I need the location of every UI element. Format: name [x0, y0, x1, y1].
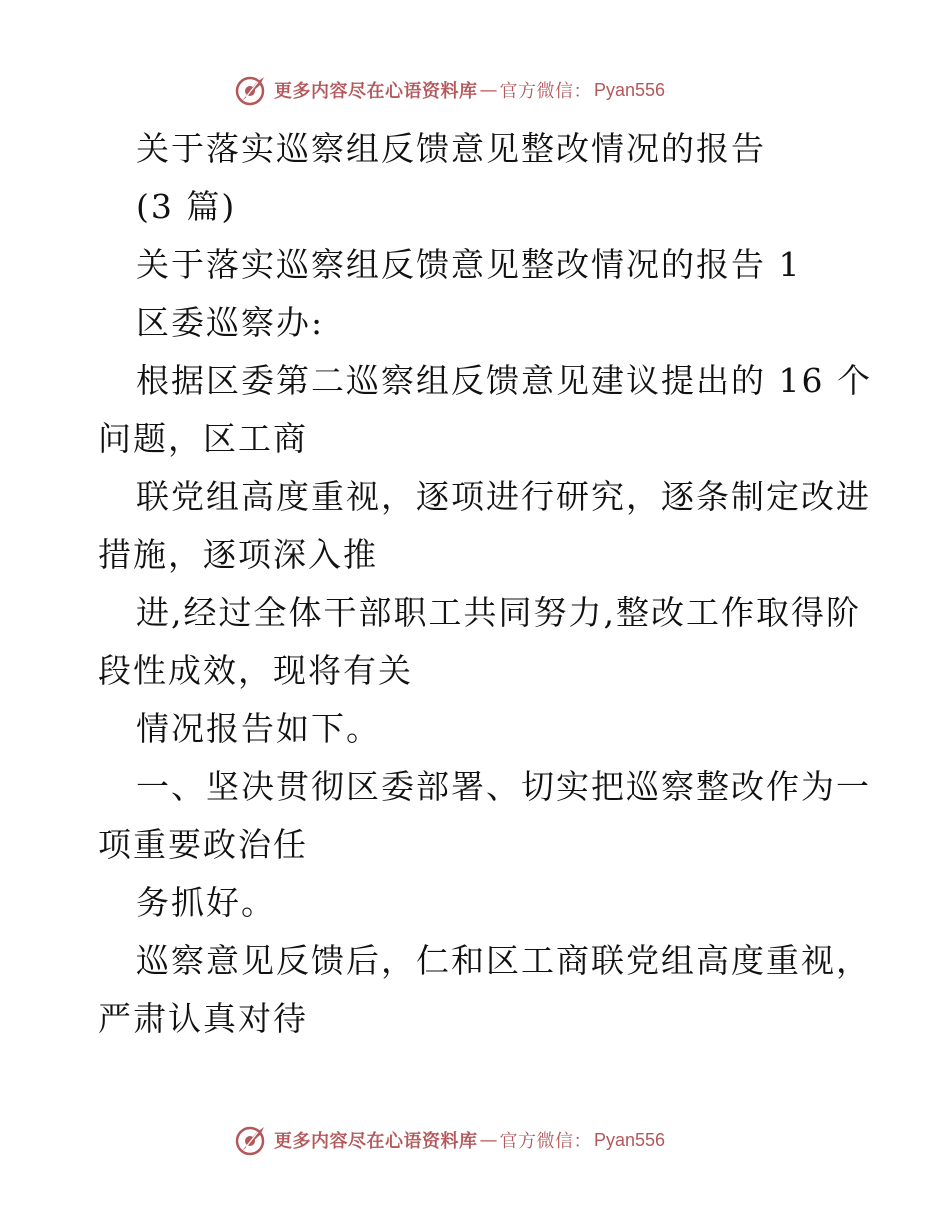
watermark-wechat-id: Pyan556: [594, 1129, 666, 1150]
paragraph-line: 根据区委第二巡察组反馈意见建议提出的 16 个: [136, 361, 872, 400]
salutation: 区委巡察办:: [136, 303, 325, 342]
document-title: 关于落实巡察组反馈意见整改情况的报告: [136, 129, 766, 168]
document-body: [98, 120, 872, 1048]
watermark-wechat-label: 官方微信：: [499, 81, 592, 102]
quill-logo-icon: [234, 73, 268, 107]
watermark-header: [234, 73, 665, 107]
document-subtitle: (3 篇): [136, 187, 237, 226]
paragraph-line: 问题，区工商: [98, 419, 308, 458]
watermark-text: 更多内容尽在心语资料库: [274, 81, 478, 102]
watermark-dash: —: [479, 79, 498, 101]
watermark-wechat-id: Pyan556: [594, 79, 666, 100]
paragraph-line: 联党组高度重视，逐项进行研究，逐条制定改进: [136, 477, 871, 516]
paragraph-line: 严肃认真对待: [98, 999, 308, 1038]
watermark-text: 更多内容尽在心语资料库: [274, 1131, 478, 1152]
watermark-wechat-label: 官方微信：: [499, 1131, 592, 1152]
quill-logo-icon: [234, 1123, 268, 1157]
paragraph-line: 巡察意见反馈后，仁和区工商联党组高度重视，: [136, 941, 871, 980]
paragraph-line: 段性成效，现将有关: [98, 651, 413, 690]
paragraph-line: 务抓好。: [136, 883, 276, 922]
watermark-dash: —: [479, 1129, 498, 1151]
section-heading: 关于落实巡察组反馈意见整改情况的报告 1: [136, 245, 802, 284]
paragraph-line: 情况报告如下。: [136, 709, 381, 748]
paragraph-line: 一、坚决贯彻区委部署、切实把巡察整改作为一: [136, 767, 871, 806]
paragraph-line: 项重要政治任: [98, 825, 308, 864]
watermark-footer: [234, 1123, 665, 1157]
paragraph-line: 进,经过全体干部职工共同努力,整改工作取得阶: [136, 593, 861, 632]
paragraph-line: 措施，逐项深入推: [98, 535, 378, 574]
